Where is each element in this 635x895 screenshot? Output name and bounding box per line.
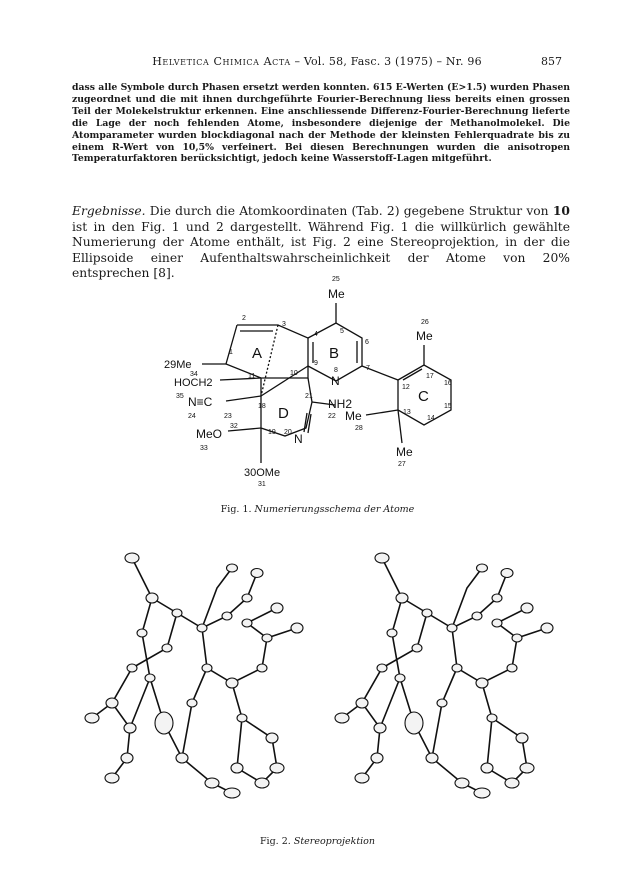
atom-number-2: 2 [242,315,246,322]
figure-2-stereoprojection [72,528,572,828]
stereo-view-right-atoms [335,553,553,798]
atom-label-nh2: NH2 [328,397,353,411]
atom-label-31: 31 [258,481,266,488]
journal-name: Helvetica Chimica Acta [152,55,291,68]
ring-b-label: B [329,345,340,362]
atom-label-22: 22 [328,413,336,420]
atom-label-me29: 29Me [164,359,192,371]
stereo-view-left-atoms [85,553,303,798]
atom-label-me26: Me [416,329,433,343]
figure-2-caption [0,836,635,847]
atom-label-me27: Me [396,445,413,459]
atom-number-16: 16 [444,380,452,387]
atom-label-n8: N [331,374,340,388]
atom-number-21: 21 [305,393,313,400]
atom-number-15: 15 [444,403,452,410]
atom-label-me25: Me [328,287,345,301]
atom-number-7: 7 [366,365,370,372]
atom-number-6: 6 [365,339,369,346]
running-head [72,55,562,68]
page-number: 857 [541,55,562,68]
ring-c-label: C [418,388,429,405]
atom-number-11: 11 [248,373,256,380]
atom-number-9: 9 [314,360,318,367]
figure-1-caption-label: Fig. 1. [220,504,252,515]
atom-number-4: 4 [314,331,318,338]
atom-label-32: 32 [230,423,238,430]
atom-number-17: 17 [426,373,434,380]
atom-label-35: 35 [176,393,184,400]
atom-label-23: 23 [224,413,232,420]
volume-info: – Vol. 58, Fasc. 3 (1975) – Nr. 96 [294,55,482,68]
atom-label-27: 27 [398,461,406,468]
atom-label-me28: Me [345,409,362,423]
atom-number-13: 13 [403,409,411,416]
atom-label-nitrile: N≡C [188,395,213,409]
figure-1-structure [140,268,500,498]
atom-number-5: 5 [340,328,344,335]
atom-number-8: 8 [334,367,338,374]
atom-label-25: 25 [332,276,340,283]
figure-2-caption-text: Stereoprojektion [293,836,376,847]
atom-label-n20: N [294,432,303,446]
figure-1-caption-text: Numerierungsschema der Atome [254,504,415,515]
atom-number-10: 10 [290,370,298,377]
atom-label-meo: MeO [196,427,223,441]
atom-label-34: 34 [190,371,198,378]
atom-number-12: 12 [402,384,410,391]
atom-label-hoch2: HOCH2 [174,377,213,389]
results-text-1: Die durch die Atomkoordinaten (Tab. 2) gegebene Struktur von [145,204,553,218]
atom-label-33: 33 [200,445,208,452]
atom-number-1: 1 [229,349,233,356]
atom-label-26: 26 [421,319,429,326]
atom-label-24: 24 [188,413,196,420]
atom-number-14: 14 [427,415,435,422]
figure-1-caption [0,504,635,515]
compound-number: 10 [552,203,570,218]
figure-2-caption-label: Fig. 2. [259,836,291,847]
results-lead: Ergebnisse. [72,204,146,218]
atom-number-20: 20 [284,429,292,436]
intro-paragraph [72,82,570,165]
atom-label-28: 28 [355,425,363,432]
ring-a-label: A [252,345,263,362]
intro-text: dass alle Symbole durch Phasen ersetzt werden konnten. 615 E-Werten (E>1.5) wurden Phasen zugeordnet und die mit ihnen durchgeführte Fourier-Berechnung liess bereits einen grossen Teil der Molekelstruktur erkennen. Eine anschliessende Differenz-Fourier-Berechnung lieferte die Lage der noch fehlenden Atome, insbesondere diejenige der Methanolmolekel. Die Atomparameter wurden blockdiagonal nach der Methode der kleinsten Fehlerquadrate bis zu einem R-Wert von 10,5% verfeinert. Bei diesen Berechnungen wurden die anisotropen Temperaturfaktoren berücksichtigt, jedoch keine Wasserstoff-Lagen mitgeführt. [72,82,570,165]
atom-number-18: 18 [258,403,266,410]
results-text-2: ist in den Fig. 1 und 2 dargestellt. Während Fig. 1 die willkürlich gewählte Numerierung der Atome enthält, ist Fig. 2 eine Stereoprojektion, in der die Ellipsoide einer Aufenthaltswahrscheinlichkeit der Atome von 20% entsprechen [8]. [72,219,570,281]
ring-d-label: D [278,405,289,422]
atom-label-ome30: 30OMe [244,467,281,479]
journal-line [72,55,562,68]
atom-number-19: 19 [268,429,276,436]
atom-number-3: 3 [282,321,286,328]
